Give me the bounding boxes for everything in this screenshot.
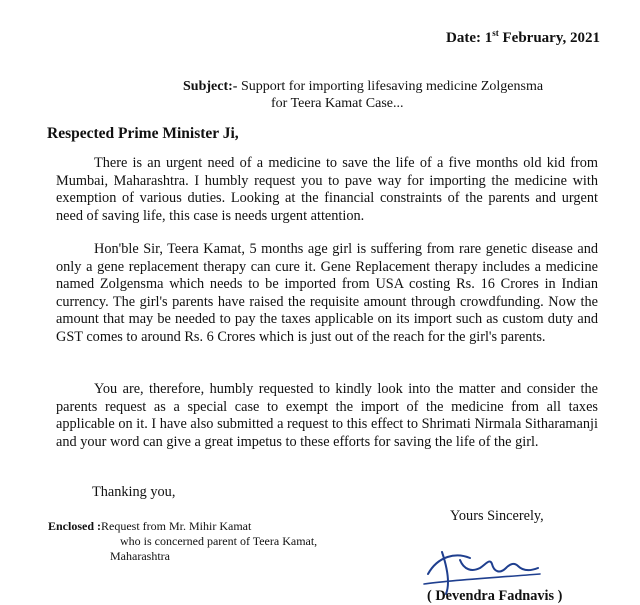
signer-name: ( Devendra Fadnavis ) [427,588,563,604]
date-superscript: st [492,28,499,38]
enclosure-line-2: who is concerned parent of Teera Kamat, [120,534,318,548]
salutation: Respected Prime Minister Ji, [47,125,239,142]
date-prefix: Date: 1 [446,30,493,46]
closing-line: Yours Sincerely, [450,508,544,524]
letter-date [446,28,600,47]
enclosure-note [48,519,317,564]
subject-line-2: for Teera Kamat Case... [271,96,404,111]
subject-label: Subject:- [183,79,238,94]
thanks-line: Thanking you, [92,484,176,500]
subject-line-1: Support for importing lifesaving medicine Zolgensma [237,79,544,94]
paragraph-1: There is an urgent need of a medicine to save the life of a five months old kid from Mumbai, Maharashtra. I humbly request you to pave way for importing the medicine with exemption of various duties. Looking at the financial constraints of the parents and urgent need of saving life, this case is needs urgent attention. [56,155,598,224]
enclosure-text-1: Request from Mr. Mihir Kamat [101,519,252,533]
letter-subject [183,78,603,112]
enclosure-label: Enclosed : [48,519,102,533]
enclosure-line-1 [48,519,317,534]
paragraph-2: Hon'ble Sir, Teera Kamat, 5 months age girl is suffering from rare genetic disease and only a gene replacement therapy can cure it. Gene Replacement therapy includes a medicine named Zolgensma which needs to be imported from USA costing Rs. 16 Crores in Indian currency. The girl's parents have raised the requisite amount through crowdfunding. Now the amount that may be needed to pay the taxes applicable on its import such as custom duty and GST comes to around Rs. 6 Crores which is just out of the reach for the girl's parents. [56,241,598,345]
date-suffix: February, 2021 [498,30,600,46]
enclosure-line-3: Maharashtra [110,549,170,563]
paragraph-3: You are, therefore, humbly requested to kindly look into the matter and consider the parents request as a special case to exempt the import of the medicine from all taxes applicable on it. I have also submitted a request to this effect to Shrimati Nirmala Sitharamanji and your word can give a great impetus to these efforts for saving the life of the girl. [56,381,598,450]
